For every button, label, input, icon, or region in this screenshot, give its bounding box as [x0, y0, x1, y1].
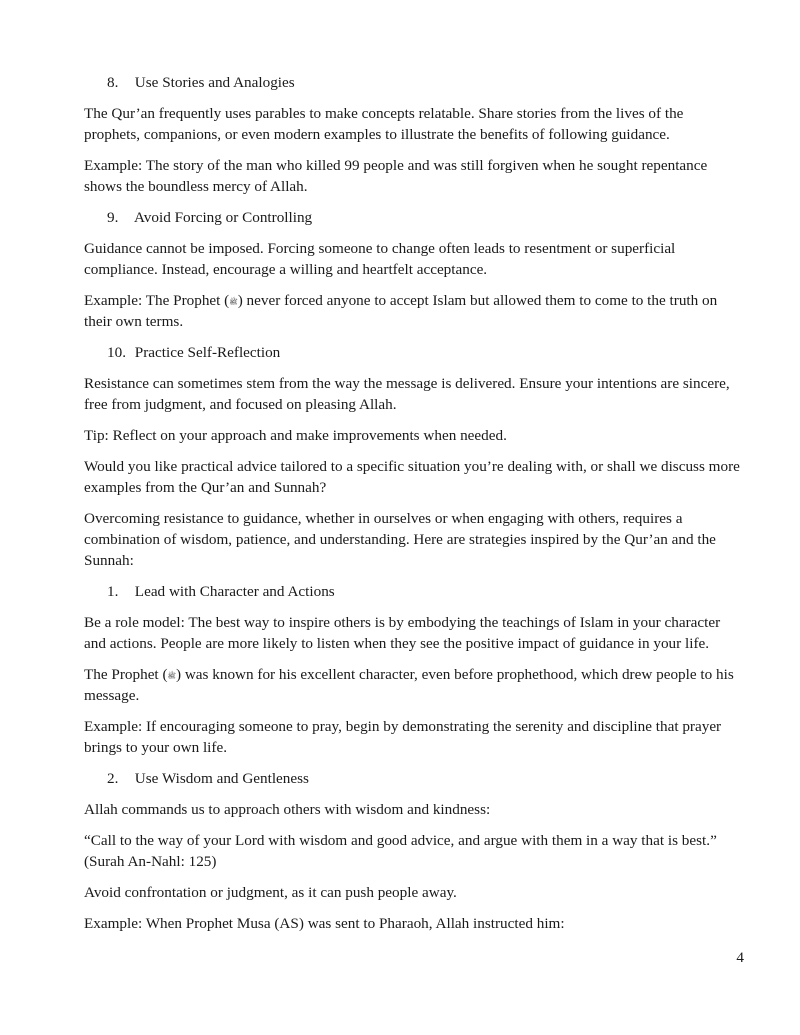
paragraph: The Qur’an frequently uses parables to make concepts relatable. Share stories from the lives of the prophets, companions, or even modern examples to illustrate the benefits of following guidance.	[84, 105, 684, 143]
paragraph: Resistance can sometimes stem from the way the message is delivered. Ensure your intentions are sincere, free from judgment, and focused on pleasing Allah.	[84, 375, 730, 413]
heading-number: 8.	[107, 74, 119, 91]
paragraph: Avoid confrontation or judgment, as it can push people away.	[84, 884, 457, 901]
paragraph: “Call to the way of your Lord with wisdom and good advice, and argue with them in a way that is best.” (Surah An-Nahl: 125)	[84, 832, 717, 870]
salawat-glyph: ﷺ	[167, 672, 176, 680]
paragraph: Would you like practical advice tailored to a specific situation you’re dealing with, or shall we discuss more examples from the Qur’an and Sunnah?	[84, 458, 740, 496]
heading-text: Use Wisdom and Gentleness	[134, 770, 309, 787]
paragraph	[84, 664, 740, 706]
paragraph-text-after: ) was known for his excellent character, even before prophethood, which drew people to his message.	[84, 666, 734, 704]
heading-number: 2.	[107, 770, 119, 787]
paragraph: Allah commands us to approach others with wisdom and kindness:	[84, 801, 491, 818]
paragraph: Example: If encouraging someone to pray, begin by demonstrating the serenity and discipline that prayer brings to your own life.	[84, 718, 722, 756]
salawat-glyph: ﷺ	[229, 298, 238, 306]
heading-text: Lead with Character and Actions	[134, 583, 335, 600]
paragraph-text-before: Example: The Prophet (	[84, 292, 230, 309]
section-heading	[84, 768, 740, 789]
paragraph: Be a role model: The best way to inspire others is by embodying the teachings of Islam in your character and actions. People are more likely to listen when they see the positive impact of guidance in your life.	[84, 614, 721, 652]
heading-number: 10.	[107, 344, 126, 361]
paragraph: Example: When Prophet Musa (AS) was sent to Pharaoh, Allah instructed him:	[84, 915, 565, 932]
heading-text: Use Stories and Analogies	[134, 74, 295, 91]
section-heading	[84, 342, 740, 363]
page-content	[84, 72, 740, 934]
page-number: 4	[736, 949, 744, 966]
section-heading	[84, 207, 740, 228]
paragraph: Example: The story of the man who killed 99 people and was still forgiven when he sought repentance shows the boundless mercy of Allah.	[84, 157, 708, 195]
paragraph-text-after: ) never forced anyone to accept Islam but allowed them to come to the truth on their own terms.	[84, 292, 718, 330]
heading-number: 1.	[107, 583, 119, 600]
paragraph: Overcoming resistance to guidance, whether in ourselves or when engaging with others, requires a combination of wisdom, patience, and understanding. Here are strategies inspired by the Qur’an and the Sunnah:	[84, 510, 716, 569]
section-heading	[84, 581, 740, 602]
paragraph	[84, 290, 740, 332]
heading-number: 9.	[107, 209, 119, 226]
paragraph: Guidance cannot be imposed. Forcing someone to change often leads to resentment or superficial compliance. Instead, encourage a willing and heartfelt acceptance.	[84, 240, 676, 278]
paragraph-text-before: The Prophet (	[84, 666, 168, 683]
section-heading	[84, 72, 740, 93]
heading-text: Practice Self-Reflection	[134, 344, 281, 361]
paragraph: Tip: Reflect on your approach and make improvements when needed.	[84, 427, 507, 444]
heading-text: Avoid Forcing or Controlling	[133, 209, 313, 226]
